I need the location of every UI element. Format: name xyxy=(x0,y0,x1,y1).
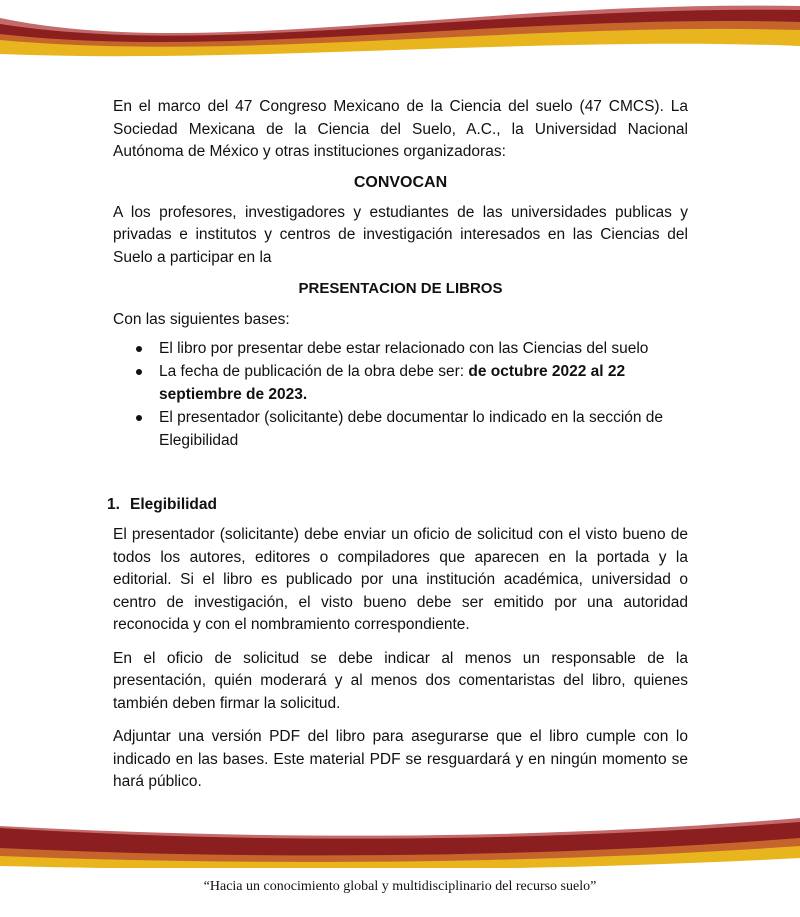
bases-intro: Con las siguientes bases: xyxy=(113,311,290,328)
list-item xyxy=(113,338,688,361)
presentation-title: PRESENTACION DE LIBROS xyxy=(298,280,503,297)
document-body xyxy=(113,96,688,453)
footer-quote: “Hacia un conocimiento global y multidisciplinario del recurso suelo” xyxy=(203,879,597,894)
section-1-heading xyxy=(107,494,217,516)
bases-item-3-text: El presentador (solicitante) debe documentar lo indicado en la sección de Elegibilidad xyxy=(159,409,664,449)
bases-item-1-text: El libro por presentar debe estar relacionado con las Ciencias del suelo xyxy=(159,339,649,357)
section-1-number: 1. xyxy=(107,496,120,513)
bullet-icon xyxy=(136,415,142,421)
publication-date-range: de octubre 2022 al 22 septiembre de 2023. xyxy=(159,363,626,403)
target-paragraph: A los profesores, investigadores y estudiantes de las universidades publicas y privadas e institutos y centros de investigación interesados en las Ciencias del Suelo a participar en la xyxy=(113,203,688,266)
list-item xyxy=(113,361,688,406)
section-1-title: Elegibilidad xyxy=(130,496,217,513)
list-item xyxy=(113,407,688,452)
top-decorative-banner xyxy=(0,0,800,60)
eligibility-paragraph-3: Adjuntar una versión PDF del libro para asegurarse que el libro cumple con lo indicado en las bases. Este material PDF se resguardará y en ningún momento se hará público. xyxy=(113,728,688,790)
intro-paragraph: En el marco del 47 Congreso Mexicano de la Ciencia del suelo (47 CMCS). La Sociedad Mexicana de la Ciencia del Suelo, A.C., la Universidad Nacional Autónoma de México y otras instituciones organizadoras: xyxy=(113,98,688,160)
eligibility-paragraph-2: En el oficio de solicitud se debe indicar al menos un responsable de la presentación, quién moderará y al menos dos comentaristas del libro, quienes también deben firmar la solicitud. xyxy=(113,649,688,712)
bases-list xyxy=(113,338,688,453)
bullet-icon xyxy=(136,369,142,375)
bases-item-2-text: La fecha de publicación de la obra debe ser: xyxy=(159,363,469,380)
bullet-icon xyxy=(136,346,142,352)
eligibility-paragraph-1: El presentador (solicitante) debe enviar un oficio de solicitud con el visto bueno de todos los autores, editores o compiladores que aparecen en la portada y la editorial. Si el libro es publicado por una institución académica, universidad o centro de investigación, el visto bueno debe ser emitido por una autoridad reconocida y con el nombramiento correspondiente. xyxy=(113,526,688,633)
eligibility-section xyxy=(113,524,688,794)
bottom-decorative-banner xyxy=(0,818,800,868)
convocan-heading: CONVOCAN xyxy=(353,173,448,191)
